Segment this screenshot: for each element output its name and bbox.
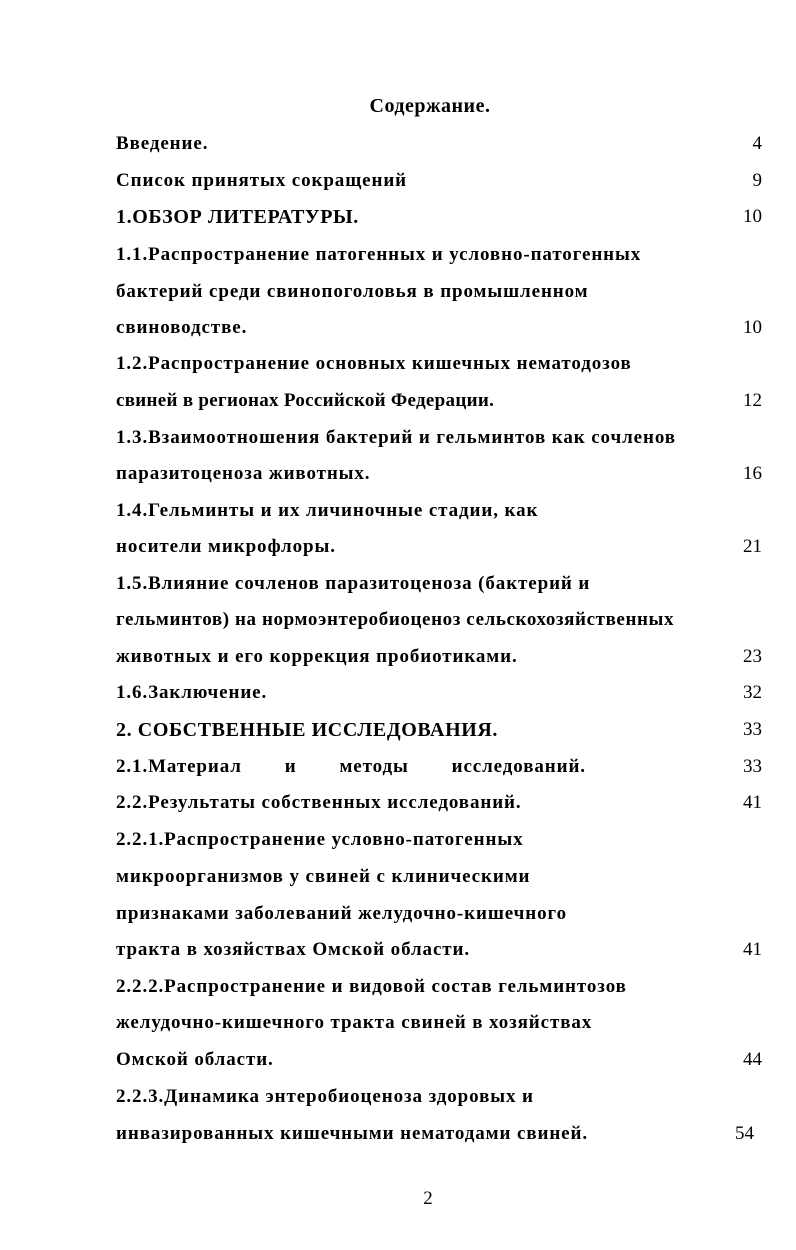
toc-entry-line: инвазированных кишечными нематодами свиней. <box>116 1123 589 1144</box>
toc-entry-line: Омской области. <box>116 1049 274 1070</box>
toc-entry-line: паразитоценоза животных. <box>116 463 371 484</box>
toc-page-number: 44 <box>743 1049 762 1070</box>
toc-entry-materials-methods <box>116 755 586 779</box>
toc-page-number: 33 <box>743 756 762 777</box>
toc-entry-line: 1.1.Распространение патогенных и условно-патогенных <box>116 244 642 265</box>
toc-entry-line: 1.3.Взаимоотношения бактерий и гельминтов как сочленов <box>116 427 676 448</box>
toc-entry-line: свиней в регионах Российской Федерации. <box>116 390 495 411</box>
toc-title: Содержание. <box>369 95 491 117</box>
toc-word: методы <box>339 756 409 777</box>
toc-entry-line: 1.5.Влияние сочленов паразитоценоза (бактерий и <box>116 573 591 594</box>
toc-entry-line: носители микрофлоры. <box>116 536 336 557</box>
toc-page-number: 10 <box>743 317 762 338</box>
toc-word: исследований. <box>451 756 586 777</box>
toc-word: и <box>284 756 297 777</box>
toc-word: 2.1.Материал <box>116 756 242 777</box>
toc-entry-line: гельминтов) на нормоэнтеробиоценоз сельскохозяйственных <box>116 609 675 630</box>
toc-entry-introduction: Введение. <box>116 133 209 154</box>
toc-entry-line: 2.2.3.Динамика энтеробиоценоза здоровых и <box>116 1086 534 1107</box>
toc-entry-conclusion: 1.6.Заключение. <box>116 682 268 703</box>
toc-page-number: 23 <box>743 646 762 667</box>
toc-page-number: 4 <box>752 133 762 154</box>
toc-entry-line: желудочно-кишечного тракта свиней в хозяйствах <box>116 1012 593 1033</box>
toc-page-number: 9 <box>752 170 762 191</box>
toc-page-number: 41 <box>743 792 762 813</box>
toc-entry-line: бактерий среди свинопоголовья в промышленном <box>116 281 589 302</box>
toc-page-number: 12 <box>743 390 762 411</box>
toc-entry-line: животных и его коррекция пробиотиками. <box>116 646 518 667</box>
toc-page-number: 10 <box>743 206 762 227</box>
toc-entry-line: 2.2.1.Распространение условно-патогенных <box>116 829 524 850</box>
toc-page-number: 21 <box>743 536 762 557</box>
toc-entry-results: 2.2.Результаты собственных исследований. <box>116 792 522 813</box>
toc-entry-line: свиноводстве. <box>116 317 248 338</box>
toc-page-number: 16 <box>743 463 762 484</box>
toc-entry-own-research: 2. СОБСТВЕННЫЕ ИССЛЕДОВАНИЯ. <box>116 719 499 741</box>
toc-entry-line: 1.4.Гельминты и их личиночные стадии, как <box>116 500 539 521</box>
toc-entry-literature-review: 1.ОБЗОР ЛИТЕРАТУРЫ. <box>116 206 359 228</box>
toc-entry-abbreviations: Список принятых сокращений <box>116 170 408 191</box>
toc-page-number: 32 <box>743 682 762 703</box>
toc-entry-line: признаками заболеваний желудочно-кишечного <box>116 903 567 924</box>
toc-entry-line: 2.2.2.Распространение и видовой состав гельминтозов <box>116 976 627 997</box>
toc-page-number: 33 <box>743 719 762 740</box>
toc-page-number: 54 <box>735 1123 754 1144</box>
toc-entry-line: тракта в хозяйствах Омской области. <box>116 939 471 960</box>
toc-page-number: 41 <box>743 939 762 960</box>
page-number: 2 <box>423 1188 433 1209</box>
toc-entry-line: микроорганизмов у свиней с клиническими <box>116 866 531 887</box>
toc-entry-line: 1.2.Распространение основных кишечных нематодозов <box>116 353 632 374</box>
